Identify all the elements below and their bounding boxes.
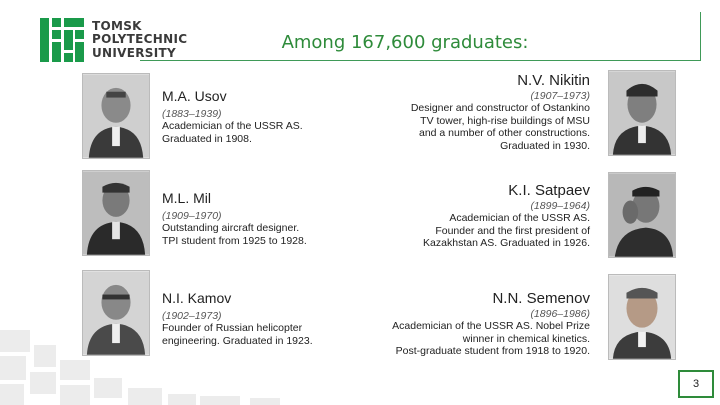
desc-line: TV tower, high-rise buildings of MSU: [420, 114, 590, 127]
portrait-mil: [82, 170, 150, 256]
person-desc: [330, 320, 590, 358]
desc-line: Graduated in 1908.: [162, 132, 252, 145]
person-name: N.N. Semenov: [492, 290, 590, 307]
person-name: N.V. Nikitin: [517, 72, 590, 89]
desc-line: Academician of the USSR AS.: [449, 212, 590, 224]
title-underline: [140, 60, 700, 61]
desc-line: TPI student from 1925 to 1928.: [162, 234, 307, 247]
person-name: M.A. Usov: [162, 88, 227, 104]
desc-line: Designer and constructor of Ostankino: [410, 102, 590, 114]
desc-line: Founder and the first president of: [435, 224, 590, 237]
desc-line: Post-graduate student from 1918 to 1920.: [395, 345, 590, 357]
person-satpaev: [330, 182, 590, 250]
desc-line: Kazakhstan AS. Graduated in 1926.: [423, 237, 590, 249]
person-years: (1907–1973): [530, 90, 590, 102]
desc-line: and a number of other constructions.: [418, 127, 590, 139]
page-number: 3: [678, 370, 714, 398]
logo-line-2: POLYTECHNIC: [92, 32, 188, 47]
portrait-nikitin: [608, 70, 676, 156]
person-years: (1909–1970): [162, 210, 222, 222]
desc-line: winner in chemical kinetics.: [462, 332, 590, 345]
person-years: (1883–1939): [162, 108, 222, 120]
portrait-usov: [82, 73, 150, 159]
person-nikitin: [330, 72, 590, 152]
portrait-satpaev: [608, 172, 676, 258]
desc-line: Academician of the USSR AS. Nobel Prize: [392, 320, 590, 332]
person-desc: [330, 102, 590, 152]
logo-line-3: UNIVERSITY: [92, 45, 176, 60]
person-semenov: [330, 290, 590, 358]
person-name: K.I. Satpaev: [508, 182, 590, 199]
person-desc: [330, 212, 590, 250]
portrait-kamov: [82, 270, 150, 356]
logo-line-1: TOMSK: [92, 18, 142, 33]
desc-line: Founder of Russian helicopter: [162, 322, 303, 334]
person-years: (1899–1964): [530, 200, 590, 212]
desc-line: engineering. Graduated in 1923.: [162, 334, 313, 347]
portrait-semenov: [608, 274, 676, 360]
person-name: N.I. Kamov: [162, 290, 232, 306]
person-years: (1896–1986): [530, 308, 590, 320]
desc-line: Graduated in 1930.: [500, 139, 590, 152]
person-years: (1902–1973): [162, 310, 222, 322]
desc-line: Outstanding aircraft designer.: [162, 222, 300, 234]
slide-title: Among 167,600 graduates:: [281, 32, 529, 53]
person-name: M.L. Mil: [162, 190, 211, 206]
desc-line: Academician of the USSR AS.: [162, 120, 303, 132]
title-side-rule: [700, 12, 701, 61]
